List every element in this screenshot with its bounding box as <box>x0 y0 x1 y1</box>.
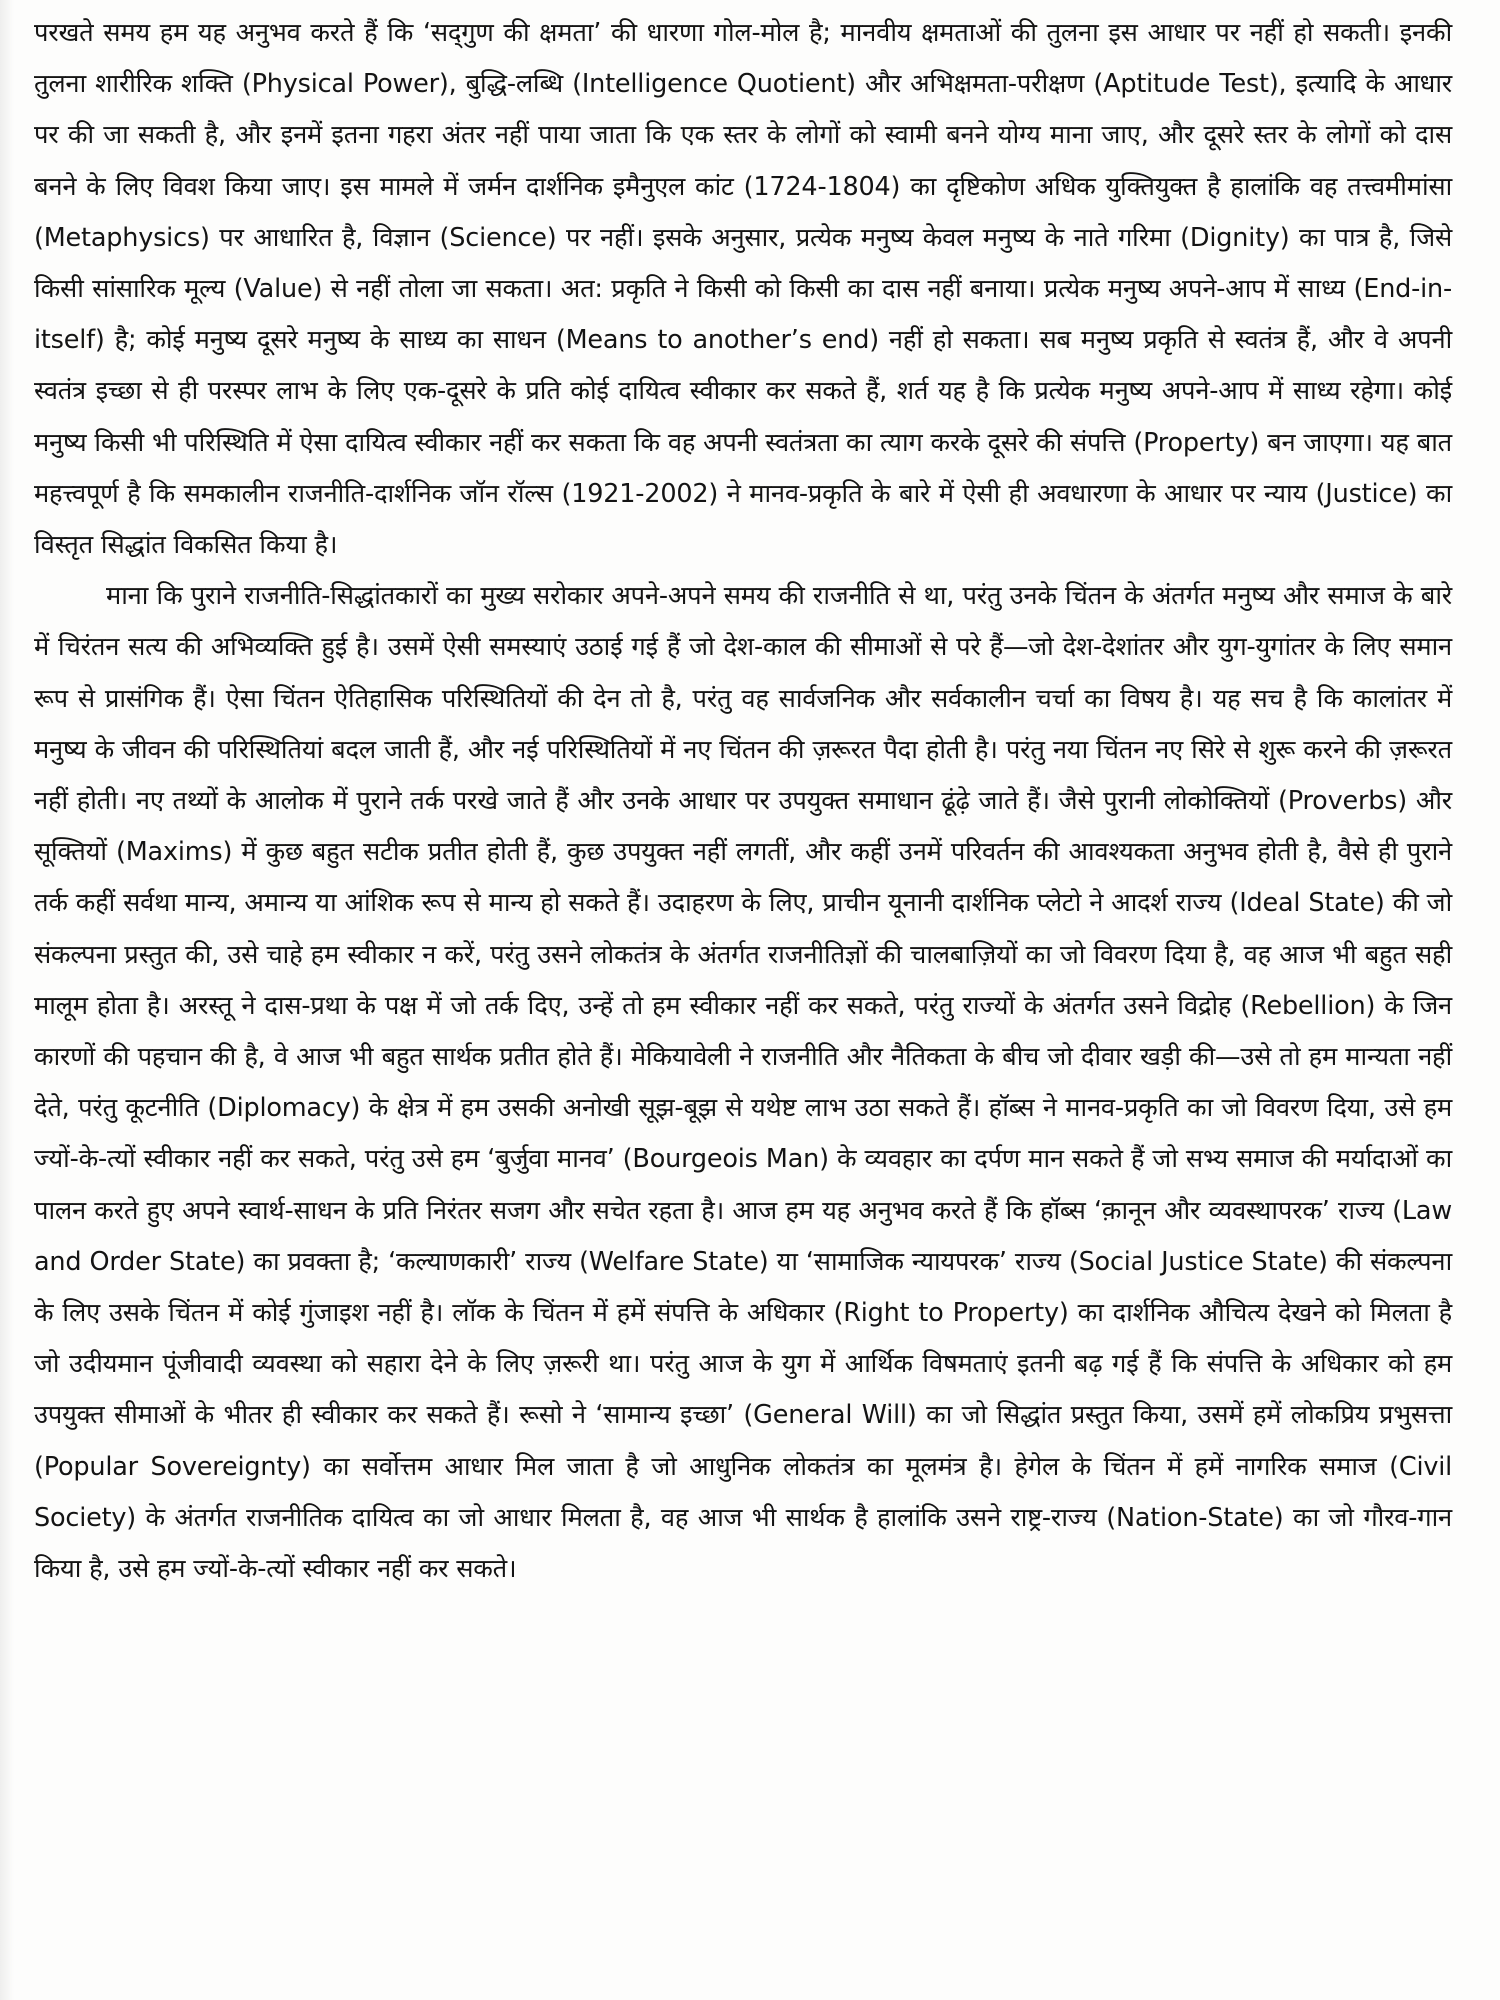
paragraph-1: परखते समय हम यह अनुभव करते हैं कि ‘सद्‌गुण की क्षमता’ की धारणा गोल-मोल है; मानवीय क्षमताओं की तुलना इस आधार पर नहीं हो सकती। इनकी तुलना शारीरिक शक्ति (Physical Power), बुद्धि-लब्धि (Intelligence Quotient) और अभिक्षमता-परीक्षण (Aptitude Test), इत्यादि के आधार पर की जा सकती है, और इनमें इतना गहरा अंतर नहीं पाया जाता कि एक स्तर के लोगों को स्वामी बनने योग्य माना जाए, और दूसरे स्तर के लोगों को दास बनने के लिए विवश किया जाए। इस मामले में जर्मन दार्शनिक इमैनुएल कांट (1724-1804) का दृष्टिकोण अधिक युक्तियुक्त है हालांकि वह तत्त्वमीमांसा (Metaphysics) पर आधारित है, विज्ञान (Science) पर नहीं। इसके अनुसार, प्रत्येक मनुष्य केवल मनुष्य के नाते गरिमा (Dignity) का पात्र है, जिसे किसी सांसारिक मूल्य (Value) से नहीं तोला जा सकता। अत: प्रकृति ने किसी को किसी का दास नहीं बनाया। प्रत्येक मनुष्य अपने-आप में साध्य (End-in-itself) है; कोई मनुष्य दूसरे मनुष्य के साध्य का साधन (Means to another’s end) नहीं हो सकता। सब मनुष्य प्रकृति से स्वतंत्र हैं, और वे अपनी स्वतंत्र इच्छा से ही परस्पर लाभ के लिए एक-दूसरे के प्रति कोई दायित्व स्वीकार कर सकते हैं, शर्त यह है कि प्रत्येक मनुष्य अपने-आप में साध्य रहेगा। कोई मनुष्य किसी भी परिस्थिति में ऐसा दायित्व स्वीकार नहीं कर सकता कि वह अपनी स्वतंत्रता का त्याग करके दूसरे की संपत्ति (Property) बन जाएगा। यह बात महत्त्वपूर्ण है कि समकालीन राजनीति-दार्शनिक जॉन रॉल्स (1921-2002) ने मानव-प्रकृति के बारे में ऐसी ही अवधारणा के आधार पर न्याय (Justice) का विस्तृत सिद्धांत विकसित किया है। <box>34 18 1452 561</box>
paragraph-2: माना कि पुराने राजनीति-सिद्धांतकारों का मुख्य सरोकार अपने-अपने समय की राजनीति से था, परंतु उनके चिंतन के अंतर्गत मनुष्य और समाज के बारे में चिरंतन सत्य की अभिव्यक्ति हुई है। उसमें ऐसी समस्याएं उठाई गई हैं जो देश-काल की सीमाओं से परे हैं—जो देश-देशांतर और युग-युगांतर के लिए समान रूप से प्रासंगिक हैं। ऐसा चिंतन ऐतिहासिक परिस्थितियों की देन तो है, परंतु वह सार्वजनिक और सर्वकालीन चर्चा का विषय है। यह सच है कि कालांतर में मनुष्य के जीवन की परिस्थितियां बदल जाती हैं, और नई परिस्थितियों में नए चिंतन की ज़रूरत पैदा होती है। परंतु नया चिंतन नए सिरे से शुरू करने की ज़रूरत नहीं होती। नए तथ्यों के आलोक में पुराने तर्क परखे जाते हैं और उनके आधार पर उपयुक्त समाधान ढूंढ़े जाते हैं। जैसे पुरानी लोकोक्तियों (Proverbs) और सूक्तियों (Maxims) में कुछ बहुत सटीक प्रतीत होती हैं, कुछ उपयुक्त नहीं लगतीं, और कहीं उनमें परिवर्तन की आवश्यकता अनुभव होती है, वैसे ही पुराने तर्क कहीं सर्वथा मान्य, अमान्य या आंशिक रूप से मान्य हो सकते हैं। उदाहरण के लिए, प्राचीन यूनानी दार्शनिक प्लेटो ने आदर्श राज्य (Ideal State) की जो संकल्पना प्रस्तुत की, उसे चाहे हम स्वीकार न करें, परंतु उसने लोकतंत्र के अंतर्गत राजनीतिज्ञों की चालबाज़ियों का जो विवरण दिया है, वह आज भी बहुत सही मालूम होता है। अरस्तू ने दास-प्रथा के पक्ष में जो तर्क दिए, उन्हें तो हम स्वीकार नहीं कर सकते, परंतु राज्यों के अंतर्गत उसने विद्रोह (Rebellion) के जिन कारणों की पहचान की है, वे आज भी बहुत सार्थक प्रतीत होते हैं। मेकियावेली ने राजनीति और नैतिकता के बीच जो दीवार खड़ी की—उसे तो हम मान्यता नहीं देते, परंतु कूटनीति (Diplomacy) के क्षेत्र में हम उसकी अनोखी सूझ-बूझ से यथेष्ट लाभ उठा सकते हैं। हॉब्स ने मानव-प्रकृति का जो विवरण दिया, उसे हम ज्यों-के-त्यों स्वीकार नहीं कर सकते, परंतु उसे हम ‘बुर्जुवा मानव’ (Bourgeois Man) के व्यवहार का दर्पण मान सकते हैं जो सभ्य समाज की मर्यादाओं का पालन करते हुए अपने स्वार्थ-साधन के प्रति निरंतर सजग और सचेत रहता है। आज हम यह अनुभव करते हैं कि हॉब्स ‘क़ानून और व्यवस्थापरक’ राज्य (Law and Order State) का प्रवक्ता है; ‘कल्याणकारी’ राज्य (Welfare State) या ‘सामाजिक न्यायपरक’ राज्य (Social Justice State) की संकल्पना के लिए उसके चिंतन में कोई गुंजाइश नहीं है। लॉक के चिंतन में हमें संपत्ति के अधिकार (Right to Property) का दार्शनिक औचित्य देखने को मिलता है जो उदीयमान पूंजीवादी व्यवस्था को सहारा देने के लिए ज़रूरी था। परंतु आज के युग में आर्थिक विषमताएं इतनी बढ़ गई हैं कि संपत्ति के अधिकार को हम उपयुक्त सीमाओं के भीतर ही स्वीकार कर सकते हैं। रूसो ने ‘सामान्य इच्छा’ (General Will) का जो सिद्धांत प्रस्तुत किया, उसमें हमें लोकप्रिय प्रभुसत्ता (Popular Sovereignty) का सर्वोत्तम आधार मिल जाता है जो आधुनिक लोकतंत्र का मूलमंत्र है। हेगेल के चिंतन में हमें नागरिक समाज (Civil Society) के अंतर्गत राजनीतिक दायित्व का जो आधार मिलता है, वह आज भी सार्थक है हालांकि उसने राष्ट्र-राज्य (Nation-State) का जो गौरव-गान किया है, उसे हम ज्यों-के-त्यों स्वीकार नहीं कर सकते। <box>34 581 1452 1585</box>
page-edge-shadow <box>0 0 14 2000</box>
